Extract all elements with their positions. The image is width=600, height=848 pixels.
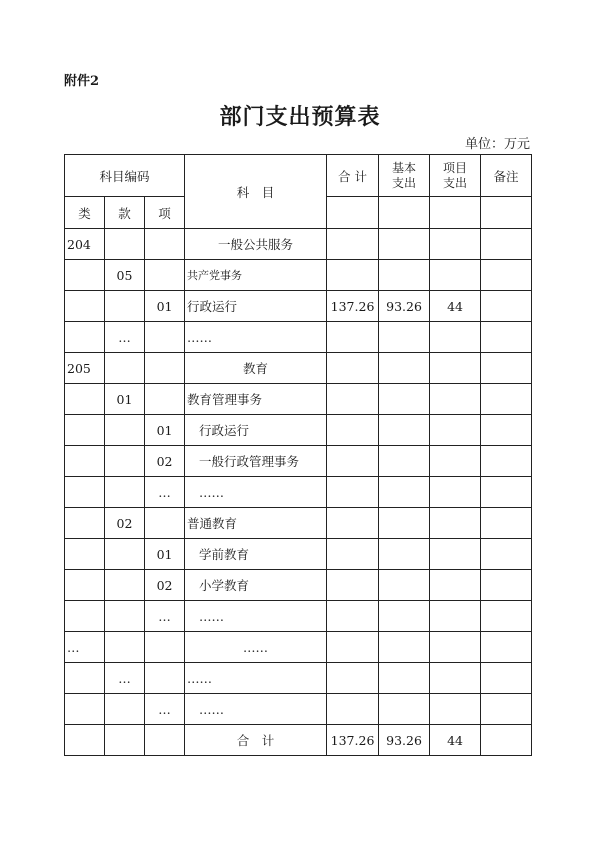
cell-lei xyxy=(65,415,105,446)
cell-total xyxy=(327,446,379,477)
cell-kuan: 02 xyxy=(105,508,145,539)
cell-basic xyxy=(379,694,430,725)
cell-project: 44 xyxy=(430,725,481,756)
cell-basic xyxy=(379,508,430,539)
cell-lei xyxy=(65,539,105,570)
cell-lei xyxy=(65,508,105,539)
cell-name: 一般公共服务 xyxy=(185,229,327,260)
cell-name: 教育 xyxy=(185,353,327,384)
table-row xyxy=(65,601,532,632)
cell-kuan xyxy=(105,539,145,570)
cell-kuan xyxy=(105,291,145,322)
cell-kuan xyxy=(105,694,145,725)
cell-remark xyxy=(481,601,532,632)
cell-remark xyxy=(481,229,532,260)
cell-lei: 204 xyxy=(65,229,105,260)
cell-total xyxy=(327,353,379,384)
cell-basic xyxy=(379,632,430,663)
header-row-1 xyxy=(65,155,532,197)
cell-basic: 93.26 xyxy=(379,725,430,756)
total-row xyxy=(65,725,532,756)
cell-basic xyxy=(379,229,430,260)
cell-xiang: 02 xyxy=(145,570,185,601)
cell-remark xyxy=(481,291,532,322)
cell-xiang xyxy=(145,725,185,756)
header-xiang: 项 xyxy=(145,197,185,229)
cell-project xyxy=(430,415,481,446)
cell-basic xyxy=(379,601,430,632)
cell-project xyxy=(430,446,481,477)
table-row xyxy=(65,694,532,725)
cell-name: …… xyxy=(185,601,327,632)
table-row xyxy=(65,632,532,663)
cell-total xyxy=(327,663,379,694)
cell-project xyxy=(430,384,481,415)
cell-project xyxy=(430,601,481,632)
cell-xiang xyxy=(145,508,185,539)
cell-remark xyxy=(481,725,532,756)
cell-basic xyxy=(379,663,430,694)
cell-project xyxy=(430,477,481,508)
cell-kuan: 05 xyxy=(105,260,145,291)
table-row xyxy=(65,477,532,508)
cell-total: 137.26 xyxy=(327,725,379,756)
cell-xiang: … xyxy=(145,477,185,508)
cell-kuan xyxy=(105,570,145,601)
cell-name: 合 计 xyxy=(185,725,327,756)
table-row xyxy=(65,353,532,384)
cell-lei xyxy=(65,694,105,725)
cell-kuan: … xyxy=(105,663,145,694)
header-basic xyxy=(379,155,430,197)
cell-total xyxy=(327,632,379,663)
cell-total xyxy=(327,322,379,353)
cell-lei xyxy=(65,477,105,508)
budget-table xyxy=(64,154,532,756)
cell-kuan xyxy=(105,229,145,260)
cell-name: 行政运行 xyxy=(185,291,327,322)
cell-total xyxy=(327,415,379,446)
cell-total: 137.26 xyxy=(327,291,379,322)
cell-lei xyxy=(65,322,105,353)
cell-name: …… xyxy=(185,663,327,694)
cell-total xyxy=(327,229,379,260)
table-row xyxy=(65,446,532,477)
cell-xiang xyxy=(145,663,185,694)
cell-project: 44 xyxy=(430,291,481,322)
cell-remark xyxy=(481,446,532,477)
table-row xyxy=(65,539,532,570)
table-row xyxy=(65,663,532,694)
cell-xiang: 01 xyxy=(145,539,185,570)
cell-remark xyxy=(481,322,532,353)
cell-basic xyxy=(379,446,430,477)
table-row xyxy=(65,415,532,446)
cell-project xyxy=(430,663,481,694)
unit-label: 单位：万元 xyxy=(464,137,530,152)
header-kuan: 款 xyxy=(105,197,145,229)
cell-project xyxy=(430,508,481,539)
cell-remark xyxy=(481,508,532,539)
cell-name: 行政运行 xyxy=(185,415,327,446)
cell-xiang xyxy=(145,632,185,663)
cell-kuan: 01 xyxy=(105,384,145,415)
cell-total xyxy=(327,570,379,601)
cell-xiang: 02 xyxy=(145,446,185,477)
cell-lei: 205 xyxy=(65,353,105,384)
header-lei: 类 xyxy=(65,197,105,229)
cell-name: …… xyxy=(185,477,327,508)
cell-remark xyxy=(481,353,532,384)
cell-lei xyxy=(65,384,105,415)
cell-remark xyxy=(481,477,532,508)
cell-lei: … xyxy=(65,632,105,663)
cell-project xyxy=(430,632,481,663)
cell-basic xyxy=(379,384,430,415)
table-row xyxy=(65,260,532,291)
header-empty-basic xyxy=(379,197,430,229)
cell-xiang xyxy=(145,384,185,415)
cell-remark xyxy=(481,415,532,446)
cell-name: 共产党事务 xyxy=(185,260,327,291)
cell-remark xyxy=(481,384,532,415)
cell-project xyxy=(430,353,481,384)
cell-basic xyxy=(379,570,430,601)
cell-xiang: 01 xyxy=(145,291,185,322)
cell-basic xyxy=(379,260,430,291)
cell-name: 教育管理事务 xyxy=(185,384,327,415)
cell-project xyxy=(430,570,481,601)
cell-project xyxy=(430,260,481,291)
cell-name: …… xyxy=(185,632,327,663)
cell-name: …… xyxy=(185,322,327,353)
cell-lei xyxy=(65,663,105,694)
cell-xiang: … xyxy=(145,694,185,725)
cell-xiang: … xyxy=(145,601,185,632)
cell-xiang xyxy=(145,229,185,260)
cell-basic xyxy=(379,477,430,508)
header-empty-remark xyxy=(481,197,532,229)
cell-total xyxy=(327,260,379,291)
cell-kuan xyxy=(105,725,145,756)
header-basic-line2: 支出 xyxy=(392,175,417,190)
table-row xyxy=(65,570,532,601)
header-code: 科目编码 xyxy=(65,155,185,197)
cell-basic xyxy=(379,415,430,446)
header-project xyxy=(430,155,481,197)
cell-total xyxy=(327,694,379,725)
attachment-label: 附件2 xyxy=(64,74,100,89)
cell-project xyxy=(430,539,481,570)
page-title: 部门支出预算表 xyxy=(219,104,381,130)
cell-name: 小学教育 xyxy=(185,570,327,601)
cell-total xyxy=(327,477,379,508)
cell-project xyxy=(430,229,481,260)
cell-remark xyxy=(481,632,532,663)
cell-name: …… xyxy=(185,694,327,725)
header-total: 合 计 xyxy=(327,155,379,197)
table-row xyxy=(65,508,532,539)
header-project-line1: 项目 xyxy=(443,160,468,175)
cell-xiang xyxy=(145,353,185,384)
cell-lei xyxy=(65,446,105,477)
cell-xiang xyxy=(145,322,185,353)
cell-basic: 93.26 xyxy=(379,291,430,322)
cell-name: 普通教育 xyxy=(185,508,327,539)
cell-project xyxy=(430,322,481,353)
cell-kuan xyxy=(105,353,145,384)
cell-xiang: 01 xyxy=(145,415,185,446)
cell-kuan xyxy=(105,601,145,632)
cell-lei xyxy=(65,601,105,632)
cell-total xyxy=(327,601,379,632)
header-project-line2: 支出 xyxy=(443,175,468,190)
header-empty-total xyxy=(327,197,379,229)
table-row xyxy=(65,384,532,415)
cell-remark xyxy=(481,570,532,601)
cell-kuan xyxy=(105,415,145,446)
cell-lei xyxy=(65,260,105,291)
cell-name: 一般行政管理事务 xyxy=(185,446,327,477)
cell-remark xyxy=(481,260,532,291)
cell-name: 学前教育 xyxy=(185,539,327,570)
cell-lei xyxy=(65,570,105,601)
cell-total xyxy=(327,508,379,539)
cell-kuan xyxy=(105,477,145,508)
cell-lei xyxy=(65,725,105,756)
cell-kuan xyxy=(105,632,145,663)
cell-basic xyxy=(379,353,430,384)
cell-remark xyxy=(481,539,532,570)
header-empty-project xyxy=(430,197,481,229)
cell-xiang xyxy=(145,260,185,291)
table-row xyxy=(65,291,532,322)
cell-total xyxy=(327,384,379,415)
cell-remark xyxy=(481,694,532,725)
cell-project xyxy=(430,694,481,725)
cell-kuan: … xyxy=(105,322,145,353)
cell-remark xyxy=(481,663,532,694)
cell-total xyxy=(327,539,379,570)
cell-kuan xyxy=(105,446,145,477)
cell-basic xyxy=(379,322,430,353)
header-remark: 备注 xyxy=(481,155,532,197)
header-subject: 科 目 xyxy=(185,155,327,229)
cell-lei xyxy=(65,291,105,322)
header-basic-line1: 基本 xyxy=(392,160,417,175)
table-row xyxy=(65,229,532,260)
table-row xyxy=(65,322,532,353)
cell-basic xyxy=(379,539,430,570)
